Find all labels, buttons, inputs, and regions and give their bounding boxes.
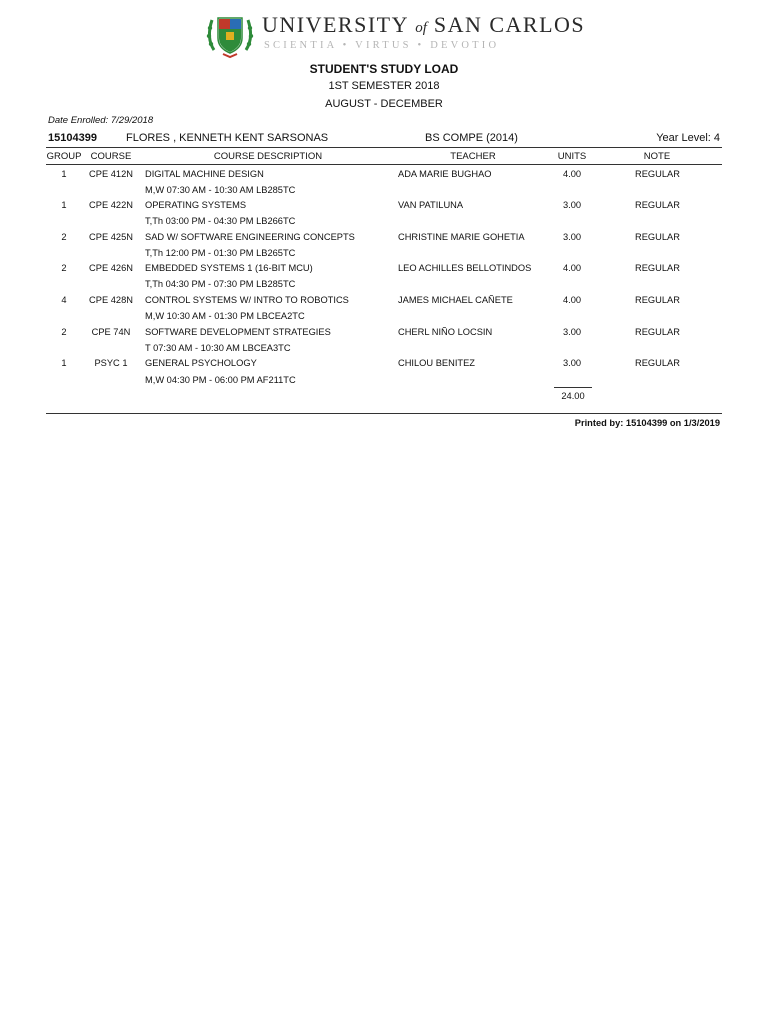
university-name-first: UNIVERSITY: [262, 12, 416, 37]
col-header-units: UNITS: [557, 151, 587, 162]
cell-schedule: T,Th 04:30 PM - 07:30 PM LB285TC: [145, 279, 296, 289]
cell-units: 3.00: [562, 327, 582, 337]
cell-teacher: CHRISTINE MARIE GOHETIA: [398, 232, 525, 242]
date-enrolled: Date Enrolled: 7/29/2018: [48, 115, 154, 126]
printed-by: Printed by: 15104399 on 1/3/2019: [574, 418, 720, 428]
cell-note: REGULAR: [635, 358, 680, 368]
header-rule-bottom: [46, 164, 722, 165]
cell-units: 3.00: [562, 232, 582, 242]
col-header-note: NOTE: [643, 151, 671, 162]
cell-teacher: CHILOU BENITEZ: [398, 358, 475, 368]
header-rule-top: [46, 147, 722, 148]
cell-course: CPE 425N: [89, 232, 133, 242]
university-name: [262, 12, 585, 38]
cell-units: 4.00: [562, 295, 582, 305]
cell-group: 4: [61, 295, 67, 305]
cell-course: CPE 412N: [89, 169, 133, 179]
cell-units: 4.00: [562, 169, 582, 179]
cell-teacher: VAN PATILUNA: [398, 200, 464, 210]
cell-note: REGULAR: [635, 263, 680, 273]
university-motto: SCIENTIA • VIRTUS • DEVOTIO: [264, 40, 500, 51]
cell-course: PSYC 1: [94, 358, 128, 368]
cell-course: CPE 428N: [89, 295, 133, 305]
university-name-of: of: [415, 20, 427, 36]
cell-schedule: M,W 04:30 PM - 06:00 PM AF211TC: [145, 375, 296, 385]
cell-group: 2: [61, 232, 67, 242]
cell-units: 3.00: [562, 358, 582, 368]
cell-note: REGULAR: [635, 169, 680, 179]
cell-units: 4.00: [562, 263, 582, 273]
col-header-teacher: TEACHER: [450, 151, 496, 162]
cell-group: 2: [61, 327, 67, 337]
cell-schedule: T,Th 12:00 PM - 01:30 PM LB265TC: [145, 248, 296, 258]
cell-schedule: M,W 07:30 AM - 10:30 AM LB285TC: [145, 185, 296, 195]
cell-teacher: ADA MARIE BUGHAO: [398, 169, 492, 179]
university-seal-logo: [204, 10, 256, 60]
cell-description: OPERATING SYSTEMS: [145, 200, 247, 210]
cell-note: REGULAR: [635, 295, 680, 305]
cell-note: REGULAR: [635, 327, 680, 337]
footer-rule: [46, 413, 722, 414]
cell-course: CPE 422N: [89, 200, 133, 210]
semester-label: 1ST SEMESTER 2018: [328, 80, 440, 92]
student-id: 15104399: [48, 132, 97, 144]
cell-teacher: JAMES MICHAEL CAÑETE: [398, 295, 513, 305]
cell-description: EMBEDDED SYSTEMS 1 (16-BIT MCU): [145, 263, 313, 273]
cell-description: DIGITAL MACHINE DESIGN: [145, 169, 264, 179]
total-units: 24.00: [561, 391, 585, 401]
student-program: BS COMPE (2014): [425, 132, 518, 144]
total-units-rule: [554, 387, 592, 388]
cell-group: 1: [61, 200, 67, 210]
cell-course: CPE 74N: [91, 327, 131, 337]
period-label: AUGUST - DECEMBER: [325, 98, 443, 110]
cell-schedule: M,W 10:30 AM - 01:30 PM LBCEA2TC: [145, 311, 305, 321]
cell-group: 1: [61, 169, 67, 179]
cell-schedule: T,Th 03:00 PM - 04:30 PM LB266TC: [145, 216, 296, 226]
col-header-group: GROUP: [46, 151, 82, 162]
cell-description: SOFTWARE DEVELOPMENT STRATEGIES: [145, 327, 331, 337]
student-name: FLORES , KENNETH KENT SARSONAS: [126, 132, 329, 144]
cell-teacher: CHERL NIÑO LOCSIN: [398, 327, 493, 337]
cell-description: GENERAL PSYCHOLOGY: [145, 358, 257, 368]
document-title: STUDENT'S STUDY LOAD: [309, 62, 459, 76]
cell-course: CPE 426N: [89, 263, 133, 273]
cell-description: CONTROL SYSTEMS W/ INTRO TO ROBOTICS: [145, 295, 349, 305]
cell-note: REGULAR: [635, 232, 680, 242]
cell-units: 3.00: [562, 200, 582, 210]
cell-teacher: LEO ACHILLES BELLOTINDOS: [398, 263, 532, 273]
university-name-last: SAN CARLOS: [426, 12, 586, 37]
col-header-description: COURSE DESCRIPTION: [213, 151, 323, 162]
cell-note: REGULAR: [635, 200, 680, 210]
year-level: Year Level: 4: [656, 132, 720, 144]
cell-schedule: T 07:30 AM - 10:30 AM LBCEA3TC: [145, 343, 291, 353]
cell-description: SAD W/ SOFTWARE ENGINEERING CONCEPTS: [145, 232, 355, 242]
col-header-course: COURSE: [90, 151, 132, 162]
cell-group: 1: [61, 358, 67, 368]
cell-group: 2: [61, 263, 67, 273]
